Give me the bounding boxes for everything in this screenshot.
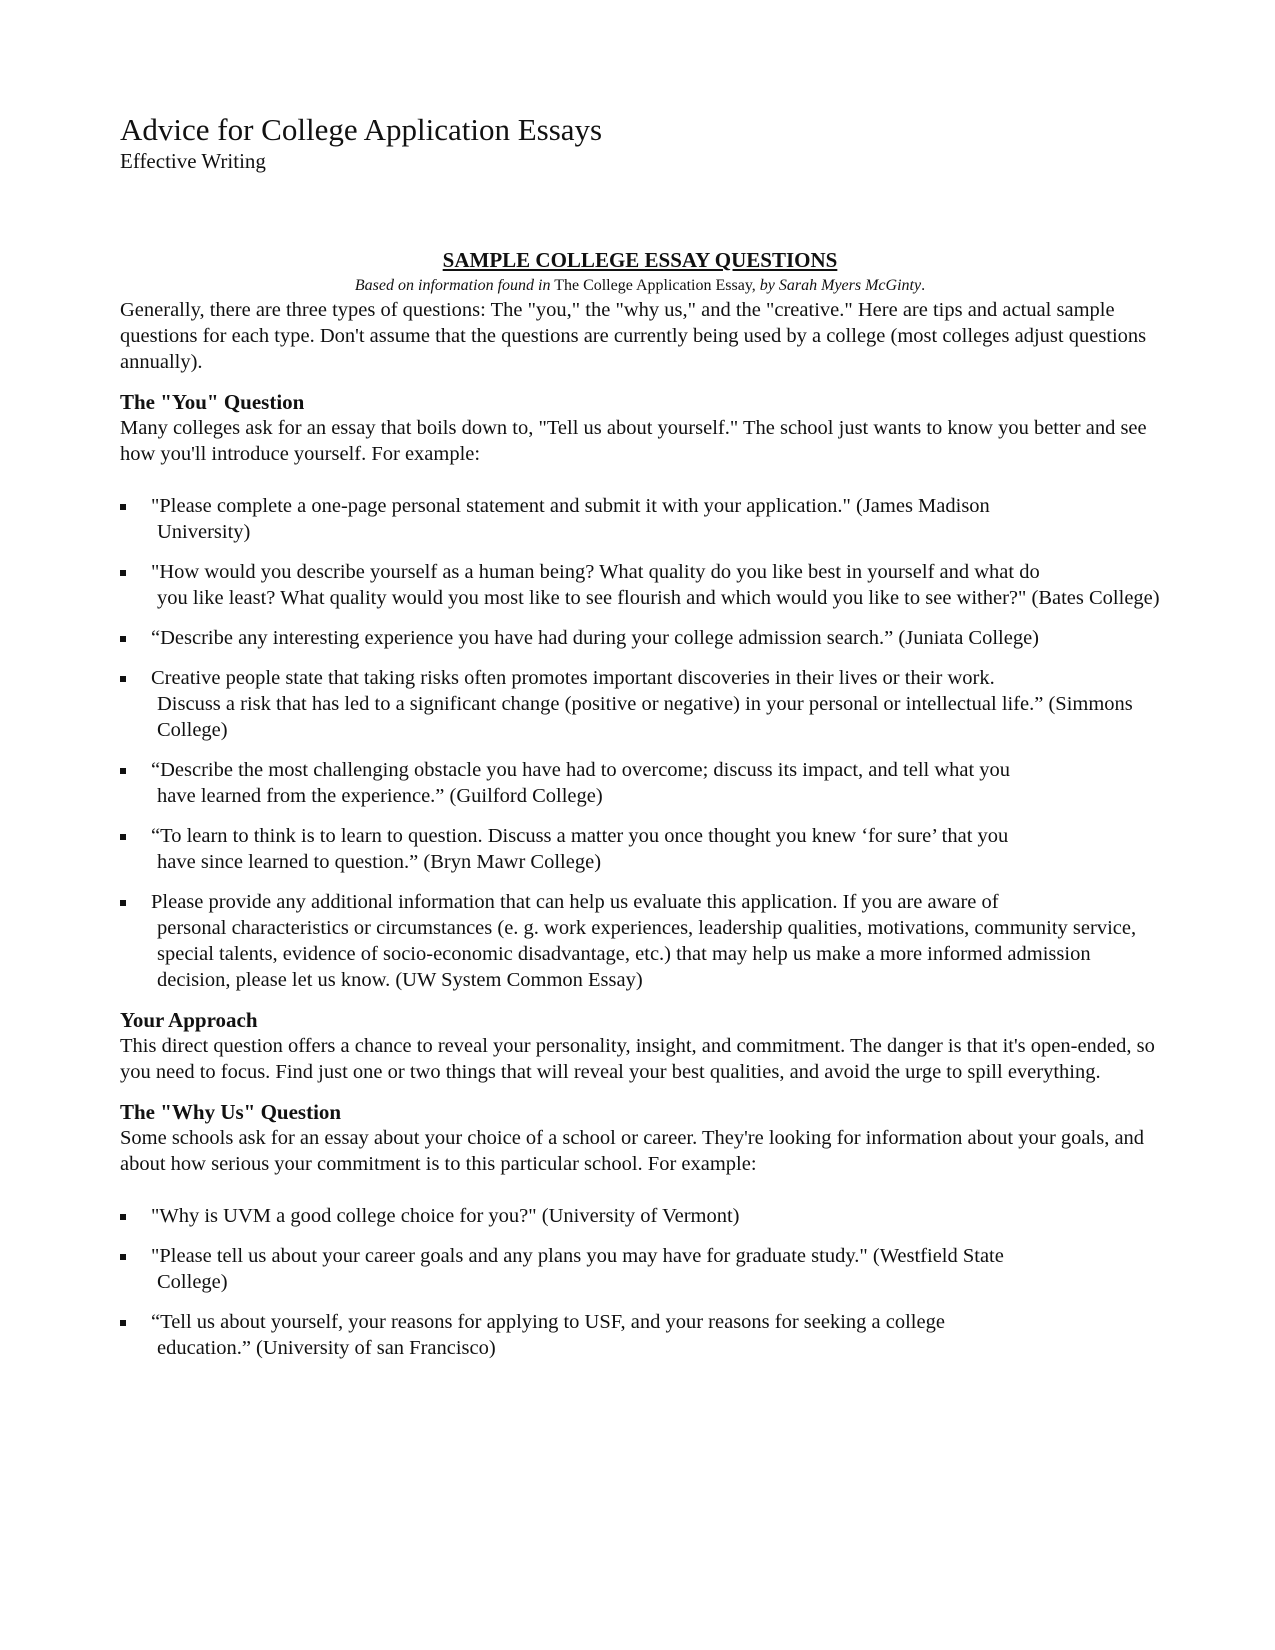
bullet-icon [120,636,126,642]
you-question-text: Many colleges ask for an essay that boils down to, "Tell us about yourself." The school just wants to know you better and see how you'll introduce yourself. For example: [120,417,1147,465]
question-text: "How would you describe yourself as a human being? What quality do you like best in yourself and what do [151,561,1040,583]
question-text: “Describe the most challenging obstacle you have had to overcome; discuss its impact, and tell what you [151,759,1011,781]
source-book: The College Application Essay, [554,277,756,294]
question-text: "Please tell us about your career goals and any plans you may have for graduate study." (Westfield State [151,1245,1004,1267]
why-us-heading: The "Why Us" Question [120,1100,342,1124]
question-text-cont: education.” (University of san Francisco) [157,1337,496,1359]
question-text-cont: University) [157,521,251,543]
question-text: "Why is UVM a good college choice for you?" (University of Vermont) [151,1205,740,1227]
bullet-icon [120,504,126,510]
bullet-icon [120,1320,126,1326]
document-title: Advice for College Application Essays [120,112,603,147]
question-text: “To learn to think is to learn to question. Discuss a matter you once thought you knew ‘for sure’ that you [151,825,1009,847]
list-item [120,559,1160,611]
list-item [120,1309,1160,1361]
question-text-cont: have since learned to question.” (Bryn Mawr College) [157,851,602,873]
document-page [120,112,1160,1375]
question-text-cont: Discuss a risk that has led to a significant change (positive or negative) in your personal or intellectual life.” (Simmons College) [157,693,1133,741]
list-item [120,625,1160,651]
bullet-icon [120,900,126,906]
approach-text: This direct question offers a chance to reveal your personality, insight, and commitment. The danger is that it's open-ended, so you need to focus. Find just one or two things that will reveal your best qualities, and avoid the urge to spill everything. [120,1035,1155,1083]
you-question-heading: The "You" Question [120,390,305,414]
list-item [120,889,1160,993]
question-text: Creative people state that taking risks often promotes important discoveries in their lives or their work. [151,667,995,689]
document-subtitle: Effective Writing [120,149,266,173]
question-text-cont: have learned from the experience.” (Guilford College) [157,785,603,807]
bullet-icon [120,676,126,682]
bullet-icon [120,768,126,774]
list-item [120,757,1160,809]
approach-heading: Your Approach [120,1008,258,1032]
question-text-cont: College) [157,1271,228,1293]
question-text: "Please complete a one-page personal statement and submit it with your application." (James Madison [151,495,990,517]
list-item [120,823,1160,875]
bullet-icon [120,1254,126,1260]
bullet-icon [120,834,126,840]
why-us-question-list [120,1203,1160,1361]
bullet-icon [120,570,126,576]
you-question-list [120,493,1160,993]
list-item [120,1203,1160,1229]
source-prefix: Based on information found in [354,277,551,294]
source-author: by Sarah Myers McGinty [759,277,922,294]
source-citation [120,275,1160,297]
question-text: Please provide any additional information that can help us evaluate this application. If you are aware of [151,891,999,913]
sample-questions-heading: SAMPLE COLLEGE ESSAY QUESTIONS [442,248,838,272]
why-us-text: Some schools ask for an essay about your choice of a school or career. They're looking for information about your goals, and about how serious your commitment is to this particular school. For example: [120,1127,1145,1175]
source-end: . [921,277,926,294]
list-item [120,665,1160,743]
question-text-cont: personal characteristics or circumstances (e. g. work experiences, leadership qualities, motivations, community service, special talents, evidence of socio-economic disadvantage, etc.) that may help us make a more informed admission decision, please let us know. (UW System Common Essay) [157,917,1137,991]
list-item [120,1243,1160,1295]
bullet-icon [120,1214,126,1220]
intro-paragraph: Generally, there are three types of questions: The "you," the "why us," and the "creative." Here are tips and actual sample questions for each type. Don't assume that the questions are currently being used by a college (most colleges adjust questions annually). [120,299,1147,373]
list-item [120,493,1160,545]
question-text: “Tell us about yourself, your reasons for applying to USF, and your reasons for seeking a college [151,1311,945,1333]
question-text-cont: you like least? What quality would you most like to see flourish and which would you like to see wither?" (Bates College) [157,587,1160,609]
question-text: “Describe any interesting experience you have had during your college admission search.” (Juniata College) [151,627,1040,649]
